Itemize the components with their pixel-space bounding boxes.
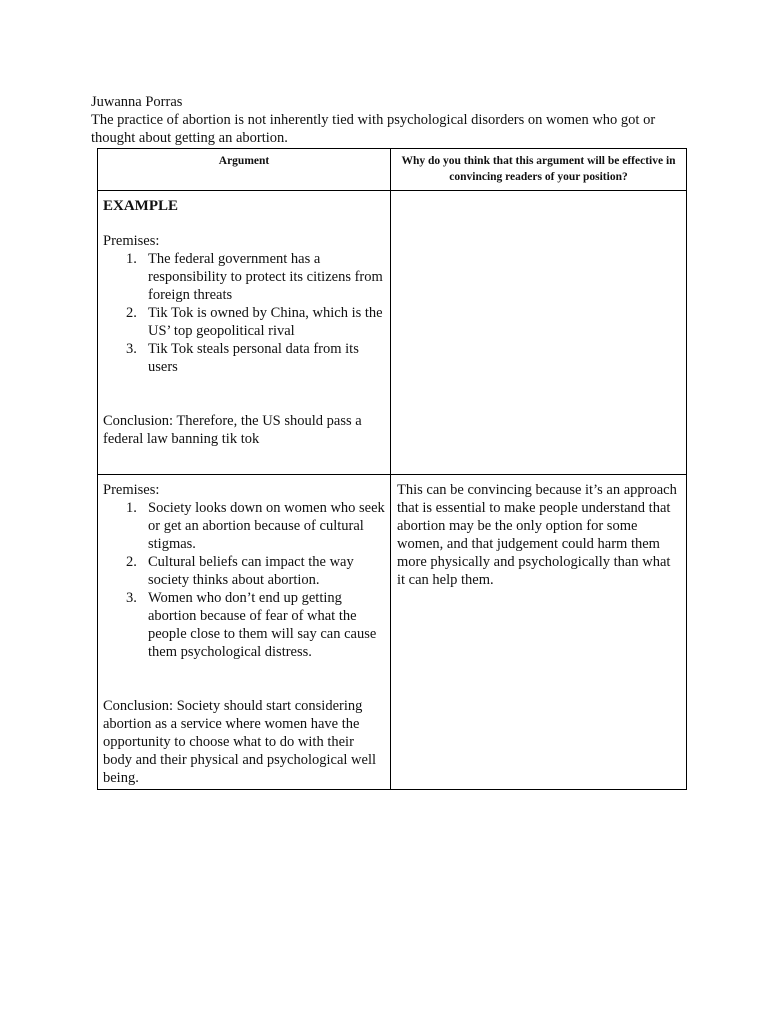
list-number: 2. [126, 305, 137, 321]
list-item [103, 589, 386, 661]
example-premises-list [103, 250, 386, 376]
table-header-row [98, 149, 687, 191]
argument-table [97, 148, 687, 790]
main-premises-list [103, 499, 386, 661]
list-number: 3. [126, 590, 137, 606]
list-item [103, 553, 386, 589]
table-row-example [98, 191, 687, 475]
main-argument-cell [98, 475, 391, 790]
list-number: 1. [126, 251, 137, 267]
table-row-main [98, 475, 687, 790]
main-conclusion: Conclusion: Society should start considering abortion as a service where women have the opportunity to choose what to do with their body and their physical and psychological well being. [103, 698, 377, 786]
example-conclusion: Conclusion: Therefore, the US should pass a federal law banning tik tok [103, 413, 362, 447]
example-argument-cell [98, 191, 391, 475]
premise-text: Society looks down on women who seek or get an abortion because of cultural stigmas. [148, 500, 385, 552]
list-number: 3. [126, 341, 137, 357]
list-item [103, 340, 386, 376]
author-name: Juwanna Porras [91, 94, 183, 110]
premise-text: Cultural beliefs can impact the way society thinks about abortion. [148, 554, 354, 588]
thesis-statement: The practice of abortion is not inherently tied with psychological disorders on women who got or thought about getting an abortion. [91, 112, 656, 146]
document-header [91, 93, 691, 147]
list-number: 1. [126, 500, 137, 516]
example-effectiveness-text [391, 191, 686, 197]
premise-text: Tik Tok steals personal data from its users [148, 341, 359, 375]
premise-text: Women who don’t end up getting abortion because of fear of what the people close to them will say can cause them psychological distress. [148, 590, 377, 660]
example-effectiveness-cell [391, 191, 687, 475]
main-effectiveness-text: This can be convincing because it’s an approach that is essential to make people understand that abortion may be the only option for some women, and that judgement could harm them more physically and psychologically than what it can help them. [397, 482, 677, 588]
list-item [103, 250, 386, 304]
main-effectiveness-cell [391, 475, 687, 790]
argument-column-header: Argument [98, 149, 391, 191]
example-premises-label: Premises: [103, 233, 160, 249]
premise-text: The federal government has a responsibility to protect its citizens from foreign threats [148, 251, 383, 303]
main-premises-label: Premises: [103, 482, 160, 498]
list-item [103, 304, 386, 340]
example-title: EXAMPLE [103, 198, 178, 214]
list-number: 2. [126, 554, 137, 570]
premise-text: Tik Tok is owned by China, which is the US’ top geopolitical rival [148, 305, 383, 339]
effectiveness-column-header: Why do you think that this argument will be effective in convincing readers of your position? [391, 149, 687, 191]
list-item [103, 499, 386, 553]
